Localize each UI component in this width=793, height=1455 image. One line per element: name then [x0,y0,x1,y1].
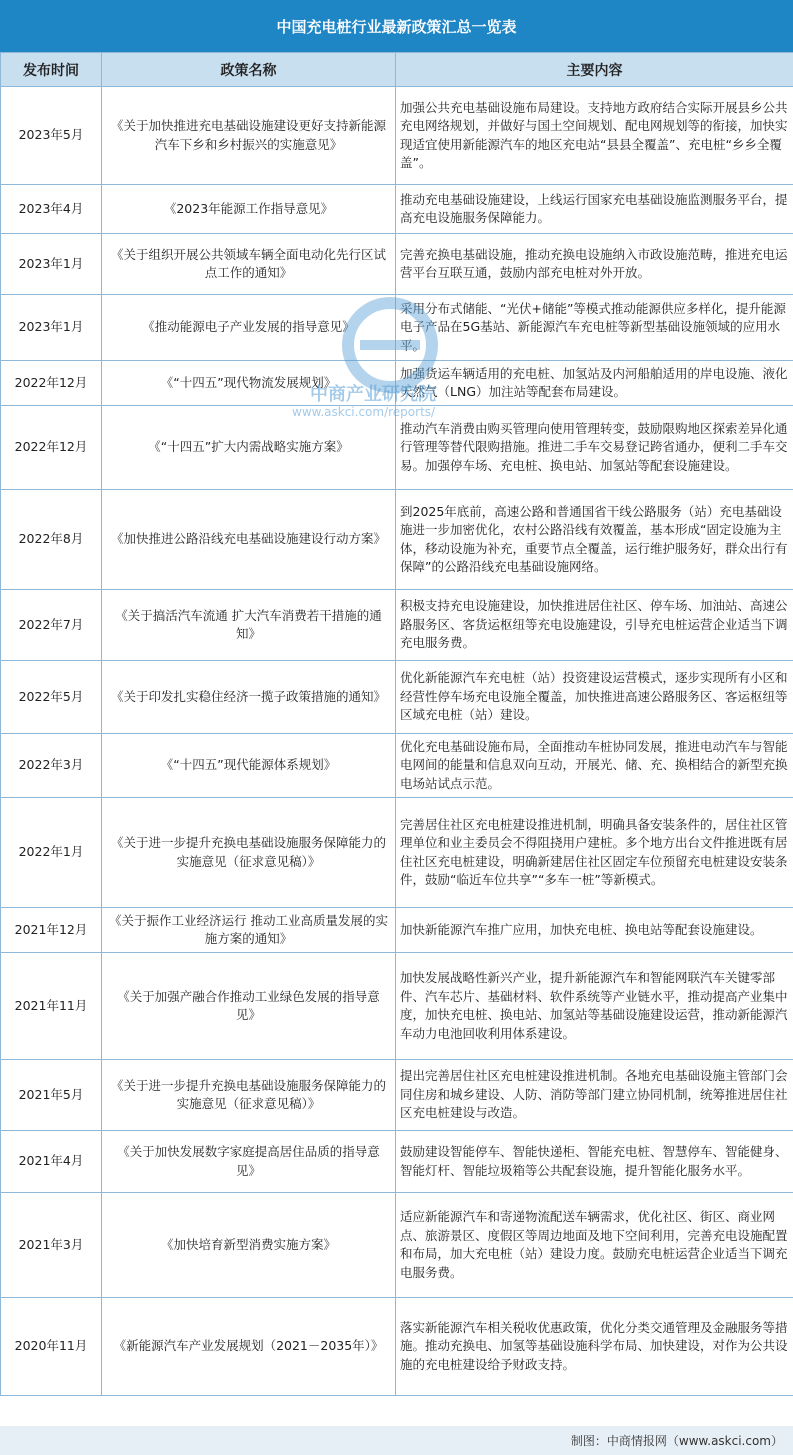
row-date: 2021年5月 [1,1060,102,1131]
row-content: 适应新能源汽车和寄递物流配送车辆需求，优化社区、街区、商业网点、旅游景区、度假区等周边地面及地下空间利用，完善充电设施配置和布局，加大充电桩（站）建设力度。鼓励充电桩运营企业适当下调充电服务费。 [396,1193,793,1298]
row-policy-name: 《加快培育新型消费实施方案》 [102,1193,396,1298]
row-content: 完善居住社区充电桩建设推进机制，明确具备安装条件的，居住社区管理单位和业主委员会不得阻挠用户建桩。多个地方出台文件推进既有居住社区充电桩建设，明确新建居住社区固定车位预留充电桩建设安装条件，鼓励“临近车位共享”“多车一桩”等新模式。 [396,798,793,908]
row-policy-name: 《“十四五”现代物流发展规划》 [102,361,396,406]
table-row [1,798,793,908]
table-row [1,953,793,1060]
header-content: 主要内容 [396,53,793,87]
row-date: 2021年3月 [1,1193,102,1298]
header-name: 政策名称 [102,53,396,87]
table-row [1,1060,793,1131]
row-date: 2021年11月 [1,953,102,1060]
row-policy-name: 《“十四五”扩大内需战略实施方案》 [102,406,396,490]
row-content: 推动充电基础设施建设，上线运行国家充电基础设施监测服务平台，提高充电设施服务保障能力。 [396,185,793,234]
row-date: 2021年4月 [1,1131,102,1193]
table-title: 中国充电桩行业最新政策汇总一览表 [0,0,793,52]
row-policy-name: 《推动能源电子产业发展的指导意见》 [102,295,396,361]
table-row [1,295,793,361]
row-date: 2022年5月 [1,661,102,734]
policy-table [0,52,793,1396]
row-content: 推动汽车消费由购买管理向使用管理转变，鼓励限购地区探索差异化通行管理等替代限购措施。推进二手车交易登记跨省通办，便利二手车交易。加强停车场、充电桩、换电站、加氢站等配套设施建设。 [396,406,793,490]
footer-credit: 制图：中商情报网（www.askci.com） [0,1426,793,1455]
row-policy-name: 《关于进一步提升充换电基础设施服务保障能力的实施意见（征求意见稿）》 [102,1060,396,1131]
header-date: 发布时间 [1,53,102,87]
row-policy-name: 《加快推进公路沿线充电基础设施建设行动方案》 [102,490,396,590]
row-date: 2022年3月 [1,734,102,798]
row-content: 加快发展战略性新兴产业，提升新能源汽车和智能网联汽车关键零部件、汽车芯片、基础材料、软件系统等产业链水平，推动提高产业集中度，加快充电桩、换电站、加氢站等基础设施建设运营，推动新能源汽车动力电池回收利用体系建设。 [396,953,793,1060]
row-date: 2023年5月 [1,87,102,185]
row-content: 落实新能源汽车相关税收优惠政策，优化分类交通管理及金融服务等措施。推动充换电、加氢等基础设施科学布局、加快建设，对作为公共设施的充电桩建设给予财政支持。 [396,1298,793,1396]
row-content: 加快新能源汽车推广应用，加快充电桩、换电站等配套设施建设。 [396,908,793,953]
table-row [1,661,793,734]
table-row [1,734,793,798]
row-date: 2023年1月 [1,234,102,295]
row-date: 2023年1月 [1,295,102,361]
row-policy-name: 《关于搞活汽车流通 扩大汽车消费若干措施的通知》 [102,590,396,661]
row-content: 到2025年底前，高速公路和普通国省干线公路服务（站）充电基础设施进一步加密优化，农村公路沿线有效覆盖，基本形成“固定设施为主体，移动设施为补充，重要节点全覆盖，运行维护服务好，群众出行有保障”的公路沿线充电基础设施网络。 [396,490,793,590]
row-content: 采用分布式储能、“光伏+储能”等模式推动能源供应多样化，提升能源电子产品在5G基站、新能源汽车充电桩等新型基础设施领域的应用水平。 [396,295,793,361]
row-policy-name: 《新能源汽车产业发展规划（2021－2035年）》 [102,1298,396,1396]
table-row [1,1131,793,1193]
table-row [1,1298,793,1396]
row-policy-name: 《关于振作工业经济运行 推动工业高质量发展的实施方案的通知》 [102,908,396,953]
row-content: 优化新能源汽车充电桩（站）投资建设运营模式，逐步实现所有小区和经营性停车场充电设施全覆盖，加快推进高速公路服务区、客运枢纽等区域充电桩（站）建设。 [396,661,793,734]
table-row [1,590,793,661]
table-row [1,234,793,295]
row-date: 2023年4月 [1,185,102,234]
row-date: 2021年12月 [1,908,102,953]
table-row [1,490,793,590]
row-content: 完善充换电基础设施，推动充换电设施纳入市政设施范畴，推进充电运营平台互联互通，鼓励内部充电桩对外开放。 [396,234,793,295]
table-row [1,908,793,953]
row-date: 2022年12月 [1,361,102,406]
table-row [1,1193,793,1298]
row-content: 积极支持充电设施建设，加快推进居住社区、停车场、加油站、高速公路服务区、客货运枢纽等充电设施建设，引导充电桩运营企业适当下调充电服务费。 [396,590,793,661]
watermark-text: 中商产业研究院 [310,384,436,405]
table-row [1,185,793,234]
row-date: 2022年8月 [1,490,102,590]
row-policy-name: 《2023年能源工作指导意见》 [102,185,396,234]
header-row [1,53,793,87]
row-policy-name: 《“十四五”现代能源体系规划》 [102,734,396,798]
row-policy-name: 《关于加快推进充电基础设施建设更好支持新能源汽车下乡和乡村振兴的实施意见》 [102,87,396,185]
row-policy-name: 《关于印发扎实稳住经济一揽子政策措施的通知》 [102,661,396,734]
watermark-url: www.askci.com/reports/ [292,405,436,419]
row-policy-name: 《关于进一步提升充换电基础设施服务保障能力的实施意见（征求意见稿）》 [102,798,396,908]
row-date: 2020年11月 [1,1298,102,1396]
row-date: 2022年12月 [1,406,102,490]
table-row [1,87,793,185]
row-content: 优化充电基础设施布局，全面推动车桩协同发展，推进电动汽车与智能电网间的能量和信息双向互动，开展光、储、充、换相结合的新型充换电场站试点示范。 [396,734,793,798]
row-policy-name: 《关于加快发展数字家庭提高居住品质的指导意见》 [102,1131,396,1193]
row-content: 提出完善居住社区充电桩建设推进机制。各地充电基础设施主管部门会同住房和城乡建设、人防、消防等部门建立协同机制，统筹推进居住社区充电桩建设与改造。 [396,1060,793,1131]
row-policy-name: 《关于组织开展公共领域车辆全面电动化先行区试点工作的通知》 [102,234,396,295]
row-date: 2022年1月 [1,798,102,908]
row-policy-name: 《关于加强产融合作推动工业绿色发展的指导意见》 [102,953,396,1060]
row-date: 2022年7月 [1,590,102,661]
row-content: 加强货运车辆适用的充电桩、加氢站及内河船舶适用的岸电设施、液化天然气（LNG）加注站等配套布局建设。 [396,361,793,406]
row-content: 鼓励建设智能停车、智能快递柜、智能充电桩、智慧停车、智能健身、智能灯杆、智能垃圾箱等公共配套设施，提升智能化服务水平。 [396,1131,793,1193]
row-content: 加强公共充电基础设施布局建设。支持地方政府结合实际开展县乡公共充电网络规划，并做好与国土空间规划、配电网规划等的衔接，加快实现适宜使用新能源汽车的地区充电站“县县全覆盖”、充电桩“乡乡全覆盖”。 [396,87,793,185]
